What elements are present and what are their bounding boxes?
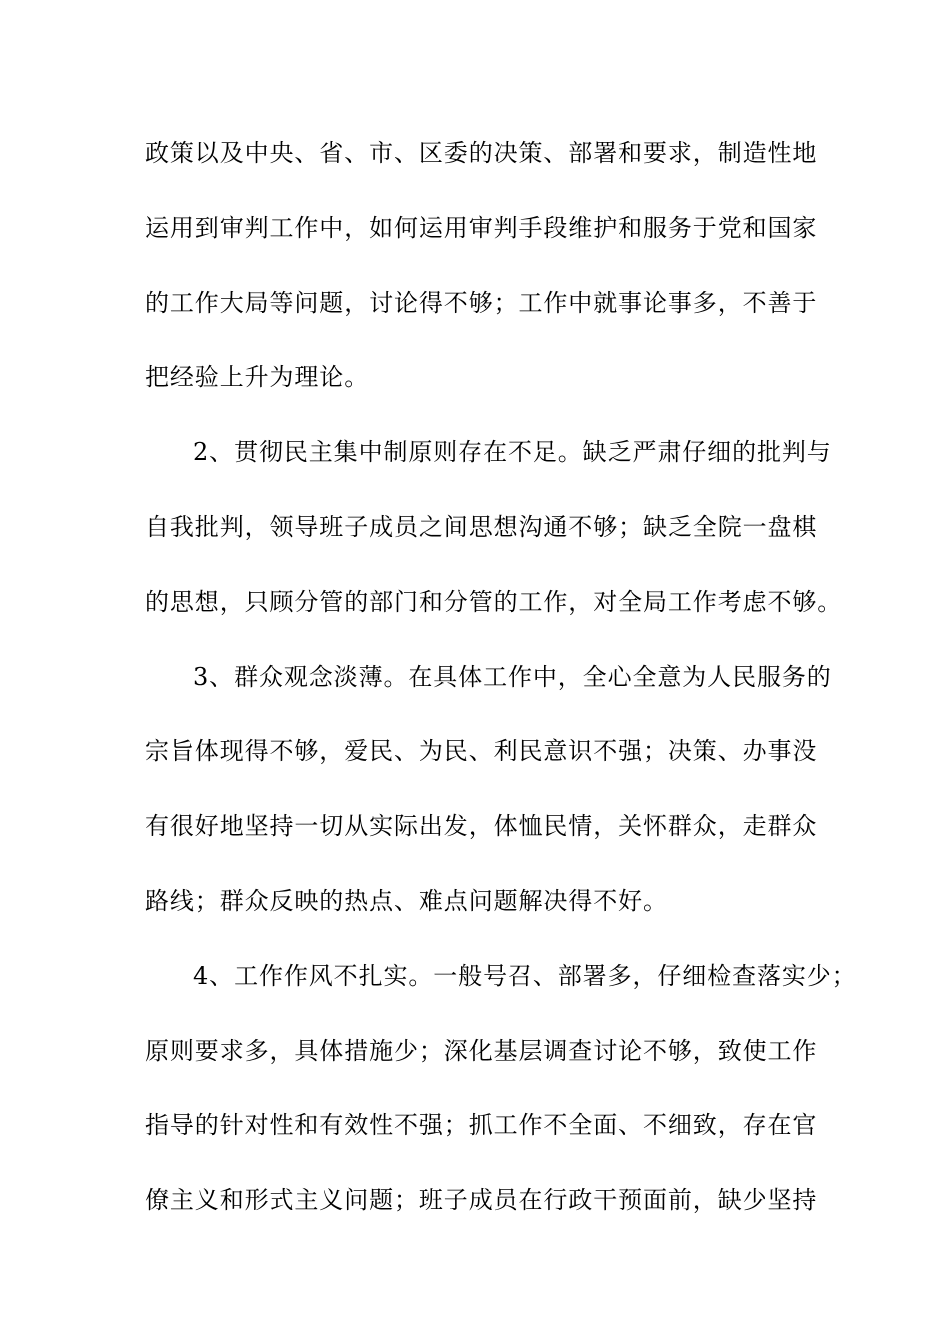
text-line: 路线；群众反映的热点、难点问题解决得不好。 (145, 886, 668, 915)
text-line: 的工作大局等问题，讨论得不够；工作中就事论事多，不善于 (145, 288, 818, 317)
paragraph-start-line: 4、工作作风不扎实。一般号召、部署多，仔细检查落实少； (193, 961, 857, 990)
text-line: 政策以及中央、省、市、区委的决策、部署和要求，制造性地 (145, 139, 818, 167)
text-line: 原则要求多，具体措施少；深化基层调查讨论不够，致使工作 (145, 1036, 818, 1065)
text-line: 僚主义和形式主义问题；班子成员在行政干预面前，缺少坚持 (145, 1186, 818, 1215)
paragraph-start-line: 3、群众观念淡薄。在具体工作中，全心全意为人民服务的 (193, 662, 832, 691)
text-line: 运用到审判工作中，如何运用审判手段维护和服务于党和国家 (145, 213, 818, 242)
text-line: 自我批判，领导班子成员之间思想沟通不够；缺乏全院一盘棋 (145, 512, 818, 541)
text-line: 宗旨体现得不够，爱民、为民、利民意识不强；决策、办事没 (145, 737, 818, 766)
document-body (145, 126, 857, 1248)
text-line: 有很好地坚持一切从实际出发，体恤民情，关怀群众，走群众 (145, 812, 818, 841)
text-line: 指导的针对性和有效性不强；抓工作不全面、不细致，存在官 (145, 1111, 818, 1140)
text-line: 的思想，只顾分管的部门和分管的工作，对全局工作考虑不够。 (145, 587, 843, 616)
paragraph-start-line: 2、贯彻民主集中制原则存在不足。缺乏严肃仔细的批判与 (193, 438, 832, 467)
text-line: 把经验上升为理论。 (145, 363, 370, 392)
